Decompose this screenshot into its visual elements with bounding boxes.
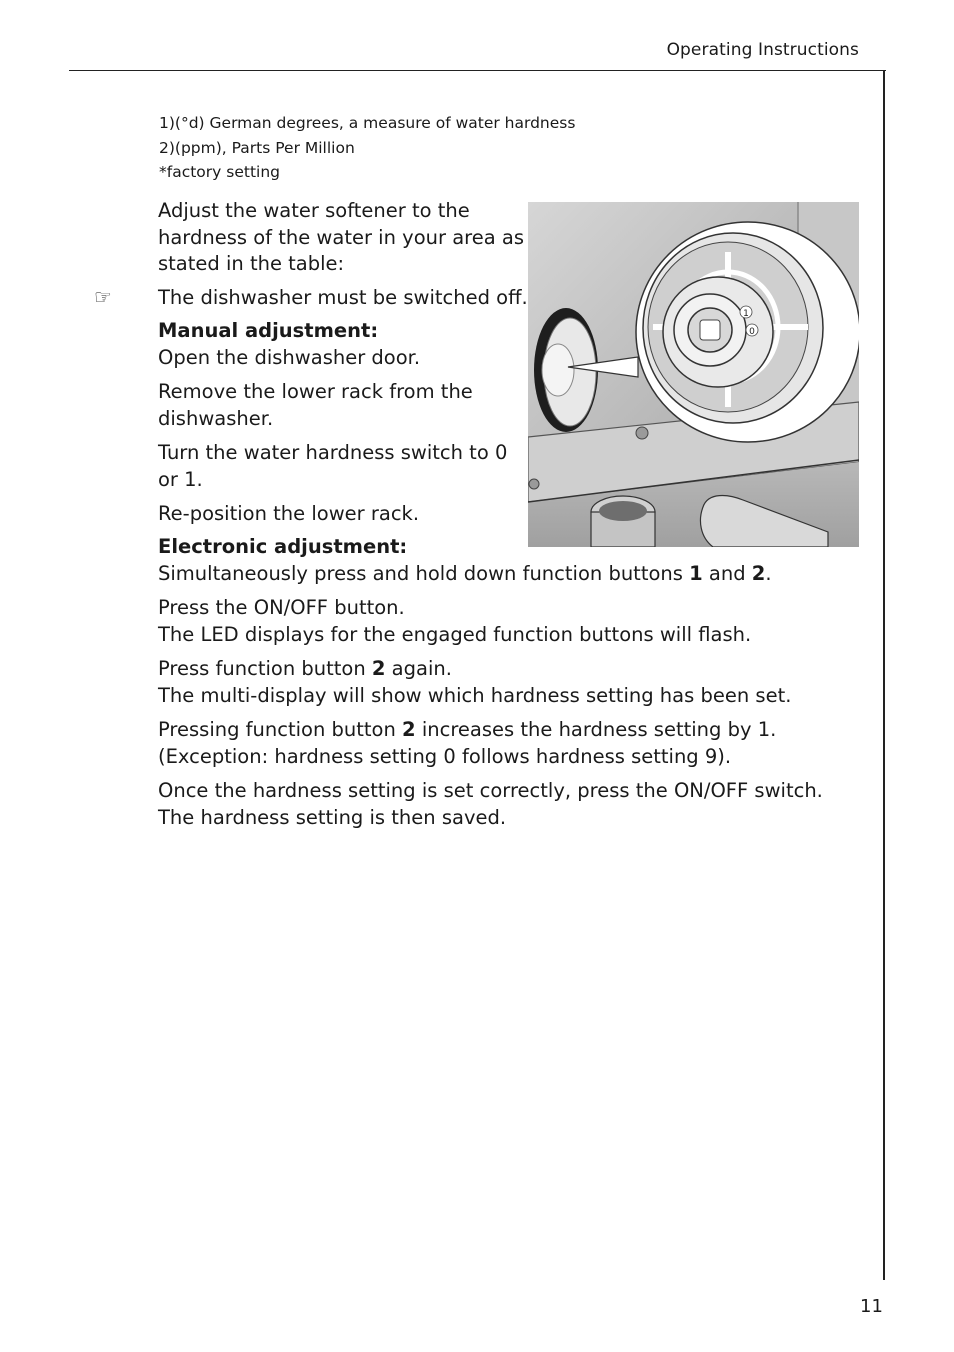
step-text: Once the hardness setting is set correctly, press the ON/OFF switch. bbox=[158, 779, 823, 802]
switch-label-1: 1 bbox=[743, 309, 749, 319]
switch-label-0: 0 bbox=[749, 327, 755, 337]
function-button-2: 2 bbox=[751, 562, 766, 585]
function-button-2: 2 bbox=[402, 718, 416, 741]
step-text: or 1. bbox=[158, 468, 203, 491]
header-rule bbox=[69, 70, 886, 71]
footnotes bbox=[159, 111, 575, 185]
step-text: Simultaneously press and hold down function buttons 1 and 2. bbox=[158, 562, 772, 585]
margin-rule bbox=[883, 70, 885, 1280]
step-text: The hardness setting is then saved. bbox=[158, 806, 507, 829]
running-header: Operating Instructions bbox=[666, 40, 859, 60]
step-text: Open the dishwasher door. bbox=[158, 346, 421, 369]
step-text: The LED displays for the engaged function buttons will flash. bbox=[158, 623, 752, 646]
water-hardness-switch-illustration bbox=[528, 202, 859, 547]
step-text: (Exception: hardness setting 0 follows hardness setting 9). bbox=[158, 745, 732, 768]
footnote-3: *factory setting bbox=[159, 163, 280, 181]
footnote-2: 2)(ppm), Parts Per Million bbox=[159, 138, 355, 157]
step-text: The multi-display will show which hardness setting has been set. bbox=[158, 684, 792, 707]
step-text: Pressing function button 2 increases the hardness setting by 1. bbox=[158, 718, 777, 741]
intro-paragraph: Adjust the water softener to the hardness of the water in your area as stated in the table: bbox=[158, 199, 524, 275]
function-button-2: 2 bbox=[371, 657, 386, 680]
function-button-1: 1 bbox=[689, 562, 703, 585]
step-text: Re-position the lower rack. bbox=[158, 502, 420, 525]
pointing-hand-icon: ☞ bbox=[94, 285, 112, 309]
step-heading: Manual adjustment: bbox=[158, 319, 379, 342]
illustration-svg bbox=[528, 202, 859, 547]
step-text: Remove the lower rack from the bbox=[158, 380, 473, 403]
step-heading: Electronic adjustment: bbox=[158, 535, 408, 558]
step-text: The dishwasher must be switched off. bbox=[158, 286, 528, 309]
footnote-1: 1)(°d) German degrees, a measure of water hardness bbox=[159, 114, 576, 132]
step-text: Press function button 2 again. bbox=[158, 657, 452, 680]
step-text: dishwasher. bbox=[158, 407, 274, 430]
step-text: Turn the water hardness switch to 0 bbox=[158, 441, 508, 464]
page-number: 11 bbox=[860, 1296, 883, 1317]
step-text: Press the ON/OFF button. bbox=[158, 596, 405, 619]
